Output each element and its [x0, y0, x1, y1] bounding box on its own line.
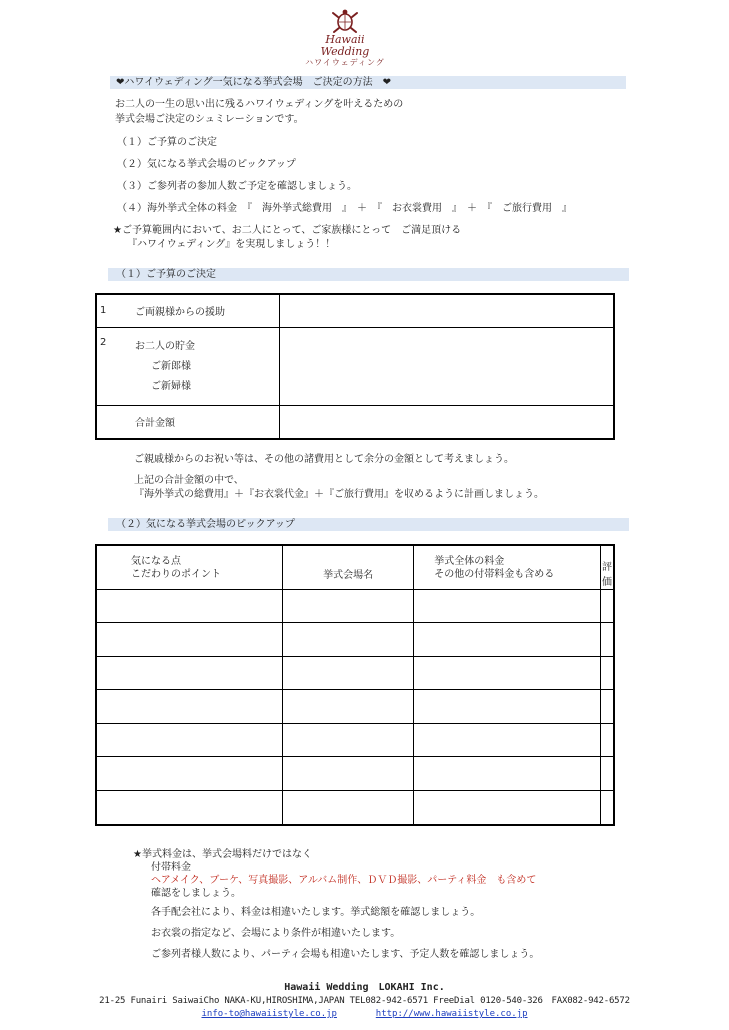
- step-3: （３）ご参列者の参加人数ご予定を確認しましょう。: [117, 181, 357, 192]
- venue-cell[interactable]: [282, 690, 413, 724]
- fee-note-line-2: 付帯料金: [151, 862, 191, 873]
- section-2-title: （２）気になる挙式会場のピックアップ: [108, 518, 629, 531]
- table-row: [96, 405, 614, 439]
- table-row: [96, 724, 614, 757]
- points-cell[interactable]: [96, 724, 282, 757]
- row-number: [96, 405, 123, 439]
- table-header-row: [96, 545, 614, 590]
- header-rating: 評価: [601, 545, 615, 590]
- row-sublabel-bride: ご新婦様: [151, 380, 191, 392]
- turtle-icon: [331, 8, 359, 34]
- row-label: お二人の貯金: [135, 340, 195, 352]
- row-sublabel-groom: ご新郎様: [151, 360, 191, 372]
- venue-cell[interactable]: [282, 657, 413, 690]
- table-row: [96, 791, 614, 825]
- points-cell[interactable]: [96, 757, 282, 791]
- step-4: （４）海外挙式全体の料金 『 海外挙式総費用 』 ＋ 『 お衣裳費用 』 ＋ 『 ご旅行費用 』: [117, 203, 572, 214]
- intro-line-1: お二人の一生の思い出に残るハワイウェディングを叶えるための: [115, 99, 404, 110]
- fee-cell[interactable]: [414, 657, 601, 690]
- footer-company: Hawaii Wedding LOKAHI Inc.: [284, 982, 445, 993]
- intro-line-2: 挙式会場ご決定のシュミレーションです。: [115, 114, 304, 125]
- footer-address: 21-25 Funairi SaiwaiCho NAKA-KU,HIROSHIMA,JAPAN TEL082-942-6571 FreeDial 0120-540-326 FAX082-942-6572: [99, 996, 630, 1006]
- header-venue-name: 挙式会場名: [282, 545, 413, 590]
- fee-note-line-6: お衣裳の指定など、会場により条件が相違いたします。: [151, 928, 401, 939]
- table-row: [96, 327, 614, 405]
- venue-cell[interactable]: [282, 590, 413, 623]
- rating-cell[interactable]: [601, 623, 615, 657]
- rating-cell[interactable]: [601, 724, 615, 757]
- rating-cell[interactable]: [601, 690, 615, 724]
- header-fee-line-2: その他の付帯料金も含める: [434, 568, 555, 580]
- row-number: 2: [96, 327, 123, 405]
- fee-cell[interactable]: [414, 724, 601, 757]
- fee-cell[interactable]: [414, 590, 601, 623]
- star-note-line-1: ★ご予算範囲内において、お二人にとって、ご家族様にとって ご満足頂ける: [113, 225, 462, 236]
- header-points: [96, 545, 282, 590]
- venue-cell[interactable]: [282, 623, 413, 657]
- footer-links: [0, 1007, 729, 1021]
- logo: [300, 8, 390, 68]
- table-row: [96, 590, 614, 623]
- page-title: ❤ハワイウェディング一気になる挙式会場 ご決定の方法 ❤: [110, 76, 626, 89]
- table-row: [96, 623, 614, 657]
- step-1: （１）ご予算のご決定: [117, 137, 217, 148]
- section-1-title: （１）ご予算のご決定: [108, 268, 629, 281]
- venue-cell[interactable]: [282, 791, 413, 825]
- amount-cell[interactable]: [280, 294, 615, 327]
- rating-cell[interactable]: [601, 590, 615, 623]
- header-points-line-2: こだわりのポイント: [131, 568, 221, 580]
- section-1-note-1: ご親戚様からのお祝い等は、その他の諸費用として余分の金額として考えましょう。: [134, 454, 514, 465]
- fee-note-line-5: 各手配会社により、料金は相違いたします。挙式総額を確認しましょう。: [151, 907, 481, 918]
- row-number: 1: [96, 294, 123, 327]
- fee-note-line-1: ★挙式料金は、挙式会場料だけではなく: [133, 849, 312, 860]
- fee-note-line-4: 確認をしましょう。: [151, 888, 241, 899]
- star-note-line-2: 『ハワイウェディング』を実現しましょう！！: [127, 239, 336, 250]
- points-cell[interactable]: [96, 791, 282, 825]
- fee-cell[interactable]: [414, 757, 601, 791]
- row-label: 合計金額: [123, 405, 280, 439]
- table-row: [96, 657, 614, 690]
- points-cell[interactable]: [96, 657, 282, 690]
- points-cell[interactable]: [96, 590, 282, 623]
- venue-table: [95, 544, 615, 826]
- rating-cell[interactable]: [601, 757, 615, 791]
- rating-cell[interactable]: [601, 657, 615, 690]
- row-label: ご両親様からの援助: [123, 294, 280, 327]
- budget-table: [95, 293, 615, 440]
- amount-cell[interactable]: [280, 327, 615, 405]
- points-cell[interactable]: [96, 690, 282, 724]
- footer-email-link[interactable]: info-to@hawaiistyle.co.jp: [201, 1009, 337, 1019]
- fee-cell[interactable]: [414, 623, 601, 657]
- points-cell[interactable]: [96, 623, 282, 657]
- footer-url-link[interactable]: http://www.hawaiistyle.co.jp: [375, 1009, 528, 1019]
- fee-note-line-7: ご参列者様人数により、パーティ会場も相違いたします、予定人数を確認しましょう。: [151, 949, 540, 960]
- fee-note-line-3: ヘアメイク、ブーケ、写真撮影、アルバム制作、ＤＶＤ撮影、パーティ料金 も含めて: [151, 875, 537, 886]
- header-total-fee: [414, 545, 601, 590]
- venue-cell[interactable]: [282, 757, 413, 791]
- section-1-note-3: 『海外挙式の総費用』＋『お衣裳代金』＋『ご旅行費用』を収めるように計画しましょう。: [134, 489, 544, 500]
- step-2: （２）気になる挙式会場のピックアップ: [117, 159, 296, 170]
- header-points-line-1: 気になる点: [131, 555, 181, 567]
- venue-cell[interactable]: [282, 724, 413, 757]
- fee-cell[interactable]: [414, 690, 601, 724]
- table-row: [96, 757, 614, 791]
- table-row: [96, 690, 614, 724]
- section-1-note-2: 上記の合計金額の中で、: [134, 475, 244, 486]
- fee-cell[interactable]: [414, 791, 601, 825]
- logo-brand-ja: ハワイウェディング: [305, 58, 385, 67]
- rating-cell[interactable]: [601, 791, 615, 825]
- amount-cell[interactable]: [280, 405, 615, 439]
- header-fee-line-1: 挙式全体の料金: [434, 555, 505, 567]
- table-row: [96, 294, 614, 327]
- logo-brand-en: Hawaii Wedding: [320, 33, 370, 58]
- row-label-group: [123, 327, 280, 405]
